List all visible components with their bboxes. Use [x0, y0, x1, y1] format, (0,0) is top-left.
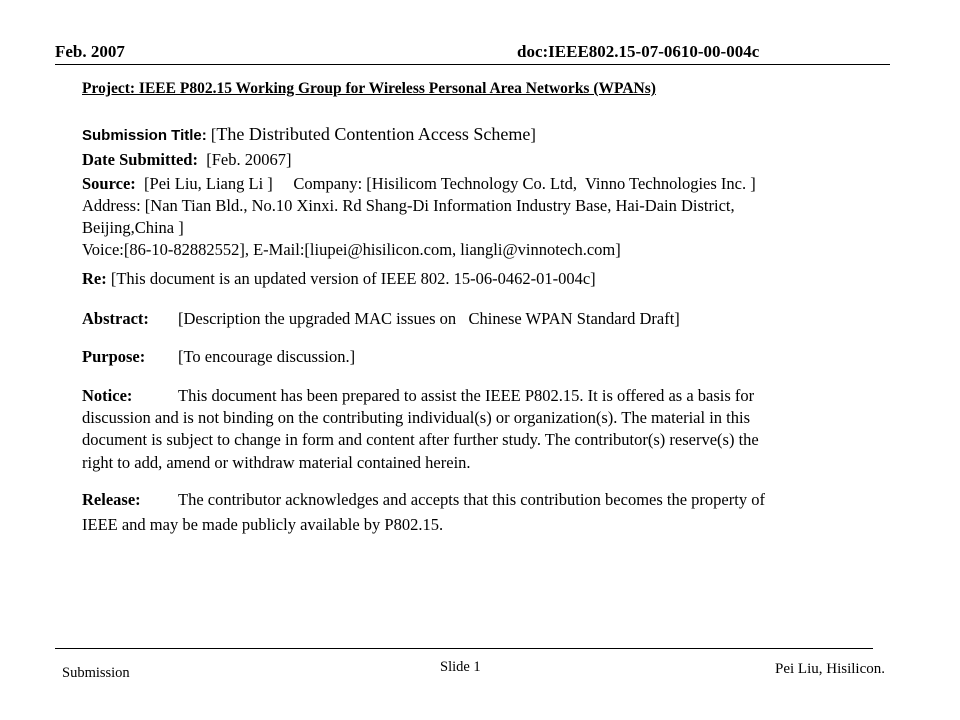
release-text-1: The contributor acknowledges and accepts that this contribution becomes the property of — [178, 490, 765, 509]
re-label: Re: — [82, 269, 107, 288]
voice-email-line: Voice:[86-10-82882552], E-Mail:[liupei@hisilicon.com, liangli@vinnotech.com] — [82, 240, 621, 259]
abstract-value: [Description the upgraded MAC issues on Chinese WPAN Standard Draft] — [178, 309, 680, 328]
date-submitted-label: Date Submitted: — [82, 150, 198, 169]
abstract-label: Abstract: — [82, 309, 149, 328]
source-label: Source: — [82, 174, 136, 193]
notice-text-1: This document has been prepared to assist the IEEE P802.15. It is offered as a basis for — [178, 386, 755, 405]
notice-line-4: right to add, amend or withdraw material contained herein. — [82, 453, 471, 472]
footer-author: Pei Liu, Hisilicon. — [775, 661, 885, 677]
submission-title-close: ] — [530, 125, 536, 144]
submission-title-open: [ — [206, 125, 217, 144]
address-line-1: Address: [Nan Tian Bld., No.10 Xinxi. Rd Shang-Di Information Industry Base, Hai-Dain District, — [82, 196, 735, 215]
footer-rule — [55, 648, 873, 649]
header-doc-id: doc:IEEE802.15-07-0610-00-004c — [517, 42, 760, 61]
purpose-line — [82, 347, 355, 367]
header-date: Feb. 2007 — [55, 42, 125, 61]
footer-slide-number: Slide 1 — [440, 659, 481, 675]
notice-line-3: document is subject to change in form and content after further study. The contributor(s) reserve(s) the — [82, 430, 759, 449]
release-label: Release: — [82, 490, 141, 509]
notice-line-1 — [82, 386, 754, 406]
project-title: Project: IEEE P802.15 Working Group for Wireless Personal Area Networks (WPANs) — [82, 80, 656, 97]
notice-line-2: discussion and is not binding on the contributing individual(s) or organization(s). The material in this — [82, 408, 751, 427]
re-line — [82, 269, 596, 289]
submission-title-label: Submission Title: — [82, 127, 207, 144]
source-line — [82, 174, 756, 194]
submission-title-line — [82, 124, 536, 146]
footer-submission: Submission — [62, 665, 130, 681]
date-submitted-value: [Feb. 20067] — [197, 150, 292, 169]
submission-title-value: The Distributed Contention Access Scheme — [216, 124, 531, 144]
abstract-line — [82, 309, 680, 329]
purpose-value: [To encourage discussion.] — [178, 347, 356, 366]
release-line-2: IEEE and may be made publicly available by P802.15. — [82, 515, 444, 534]
source-value: [Pei Liu, Liang Li ] Company: [Hisilicom Technology Co. Ltd, Vinno Technologies Inc. ] — [135, 174, 756, 193]
notice-label: Notice: — [82, 386, 133, 405]
re-value: [This document is an updated version of IEEE 802. 15-06-0462-01-004c] — [106, 269, 596, 288]
release-line-1 — [82, 490, 765, 510]
purpose-label: Purpose: — [82, 347, 146, 366]
date-submitted-line — [82, 150, 291, 170]
header-rule — [55, 64, 890, 65]
address-line-2: Beijing,China ] — [82, 218, 184, 237]
